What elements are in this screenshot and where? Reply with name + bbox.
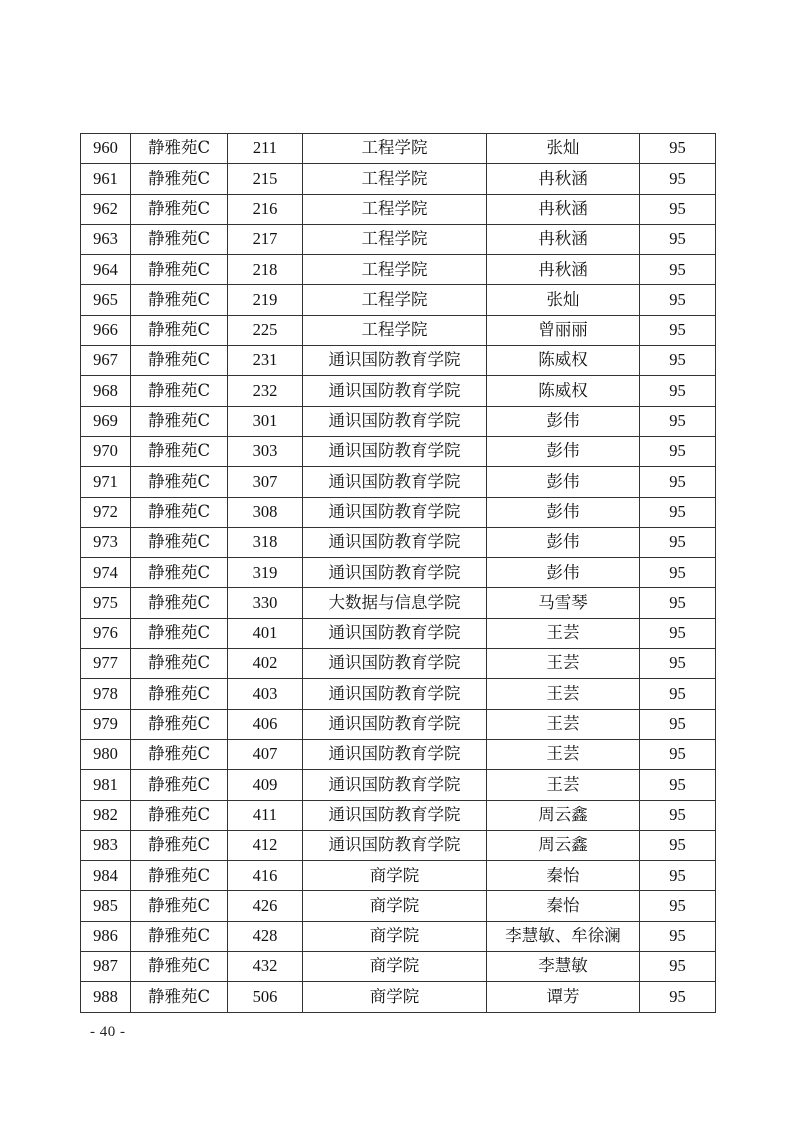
counselor-cell: 彭伟 [487, 527, 640, 557]
counselor-cell: 王芸 [487, 770, 640, 800]
row-number-cell: 987 [81, 952, 131, 982]
page-number: - 40 - [90, 1024, 126, 1040]
score-cell: 95 [640, 891, 716, 921]
building-cell: 静雅苑C [131, 164, 228, 194]
counselor-cell: 陈威权 [487, 346, 640, 376]
row-number-cell: 983 [81, 830, 131, 860]
counselor-cell: 张灿 [487, 134, 640, 164]
score-cell: 95 [640, 952, 716, 982]
room-number-cell: 409 [228, 770, 303, 800]
college-cell: 商学院 [303, 861, 487, 891]
room-number-cell: 216 [228, 194, 303, 224]
building-cell: 静雅苑C [131, 315, 228, 345]
score-cell: 95 [640, 588, 716, 618]
room-number-cell: 428 [228, 921, 303, 951]
counselor-cell: 王芸 [487, 649, 640, 679]
counselor-cell: 马雪琴 [487, 588, 640, 618]
score-cell: 95 [640, 467, 716, 497]
college-cell: 通识国防教育学院 [303, 497, 487, 527]
table-row [81, 921, 716, 951]
building-cell: 静雅苑C [131, 497, 228, 527]
counselor-cell: 周云鑫 [487, 830, 640, 860]
room-number-cell: 211 [228, 134, 303, 164]
table-row [81, 376, 716, 406]
score-cell: 95 [640, 709, 716, 739]
score-cell: 95 [640, 861, 716, 891]
college-cell: 工程学院 [303, 224, 487, 254]
table-row [81, 194, 716, 224]
score-cell: 95 [640, 679, 716, 709]
room-number-cell: 416 [228, 861, 303, 891]
building-cell: 静雅苑C [131, 709, 228, 739]
counselor-cell: 李慧敏 [487, 952, 640, 982]
counselor-cell: 李慧敏、牟徐澜 [487, 921, 640, 951]
score-cell: 95 [640, 436, 716, 466]
room-number-cell: 330 [228, 588, 303, 618]
dormitory-score-table [80, 133, 716, 1013]
table-row [81, 315, 716, 345]
score-cell: 95 [640, 224, 716, 254]
college-cell: 商学院 [303, 921, 487, 951]
college-cell: 工程学院 [303, 194, 487, 224]
table-row [81, 770, 716, 800]
college-cell: 通识国防教育学院 [303, 406, 487, 436]
table-row [81, 527, 716, 557]
college-cell: 通识国防教育学院 [303, 830, 487, 860]
counselor-cell: 王芸 [487, 618, 640, 648]
table-row [81, 588, 716, 618]
room-number-cell: 307 [228, 467, 303, 497]
table-row [81, 255, 716, 285]
building-cell: 静雅苑C [131, 194, 228, 224]
room-number-cell: 225 [228, 315, 303, 345]
table-row [81, 618, 716, 648]
room-number-cell: 232 [228, 376, 303, 406]
table-row [81, 709, 716, 739]
counselor-cell: 周云鑫 [487, 800, 640, 830]
score-cell: 95 [640, 739, 716, 769]
counselor-cell: 曾丽丽 [487, 315, 640, 345]
score-cell: 95 [640, 315, 716, 345]
table-row [81, 436, 716, 466]
college-cell: 商学院 [303, 952, 487, 982]
room-number-cell: 412 [228, 830, 303, 860]
building-cell: 静雅苑C [131, 467, 228, 497]
college-cell: 通识国防教育学院 [303, 376, 487, 406]
score-cell: 95 [640, 800, 716, 830]
room-number-cell: 426 [228, 891, 303, 921]
counselor-cell: 陈威权 [487, 376, 640, 406]
room-number-cell: 319 [228, 558, 303, 588]
score-cell: 95 [640, 406, 716, 436]
table-row [81, 679, 716, 709]
counselor-cell: 彭伟 [487, 467, 640, 497]
counselor-cell: 彭伟 [487, 406, 640, 436]
table-row [81, 164, 716, 194]
room-number-cell: 215 [228, 164, 303, 194]
building-cell: 静雅苑C [131, 618, 228, 648]
building-cell: 静雅苑C [131, 406, 228, 436]
score-cell: 95 [640, 134, 716, 164]
college-cell: 通识国防教育学院 [303, 467, 487, 497]
row-number-cell: 980 [81, 739, 131, 769]
college-cell: 通识国防教育学院 [303, 618, 487, 648]
row-number-cell: 961 [81, 164, 131, 194]
room-number-cell: 231 [228, 346, 303, 376]
building-cell: 静雅苑C [131, 770, 228, 800]
room-number-cell: 219 [228, 285, 303, 315]
row-number-cell: 964 [81, 255, 131, 285]
building-cell: 静雅苑C [131, 134, 228, 164]
college-cell: 工程学院 [303, 285, 487, 315]
college-cell: 通识国防教育学院 [303, 558, 487, 588]
score-cell: 95 [640, 921, 716, 951]
counselor-cell: 王芸 [487, 739, 640, 769]
building-cell: 静雅苑C [131, 285, 228, 315]
counselor-cell: 冉秋涵 [487, 224, 640, 254]
college-cell: 工程学院 [303, 315, 487, 345]
row-number-cell: 988 [81, 982, 131, 1012]
counselor-cell: 王芸 [487, 679, 640, 709]
score-cell: 95 [640, 255, 716, 285]
score-cell: 95 [640, 497, 716, 527]
table-row [81, 830, 716, 860]
row-number-cell: 975 [81, 588, 131, 618]
table-row [81, 406, 716, 436]
building-cell: 静雅苑C [131, 800, 228, 830]
row-number-cell: 977 [81, 649, 131, 679]
counselor-cell: 谭芳 [487, 982, 640, 1012]
building-cell: 静雅苑C [131, 921, 228, 951]
row-number-cell: 960 [81, 134, 131, 164]
table-row [81, 982, 716, 1012]
row-number-cell: 973 [81, 527, 131, 557]
building-cell: 静雅苑C [131, 861, 228, 891]
college-cell: 工程学院 [303, 255, 487, 285]
college-cell: 通识国防教育学院 [303, 709, 487, 739]
row-number-cell: 972 [81, 497, 131, 527]
counselor-cell: 冉秋涵 [487, 255, 640, 285]
score-cell: 95 [640, 376, 716, 406]
row-number-cell: 971 [81, 467, 131, 497]
room-number-cell: 217 [228, 224, 303, 254]
row-number-cell: 978 [81, 679, 131, 709]
counselor-cell: 王芸 [487, 709, 640, 739]
building-cell: 静雅苑C [131, 830, 228, 860]
room-number-cell: 411 [228, 800, 303, 830]
building-cell: 静雅苑C [131, 558, 228, 588]
table-row [81, 134, 716, 164]
room-number-cell: 432 [228, 952, 303, 982]
building-cell: 静雅苑C [131, 739, 228, 769]
counselor-cell: 张灿 [487, 285, 640, 315]
score-cell: 95 [640, 346, 716, 376]
score-cell: 95 [640, 830, 716, 860]
room-number-cell: 303 [228, 436, 303, 466]
building-cell: 静雅苑C [131, 376, 228, 406]
row-number-cell: 966 [81, 315, 131, 345]
table-row [81, 346, 716, 376]
college-cell: 通识国防教育学院 [303, 679, 487, 709]
row-number-cell: 970 [81, 436, 131, 466]
counselor-cell: 秦怡 [487, 861, 640, 891]
score-cell: 95 [640, 618, 716, 648]
college-cell: 商学院 [303, 982, 487, 1012]
building-cell: 静雅苑C [131, 891, 228, 921]
table-row [81, 800, 716, 830]
college-cell: 通识国防教育学院 [303, 436, 487, 466]
table-row [81, 285, 716, 315]
row-number-cell: 974 [81, 558, 131, 588]
building-cell: 静雅苑C [131, 588, 228, 618]
room-number-cell: 218 [228, 255, 303, 285]
counselor-cell: 彭伟 [487, 497, 640, 527]
table-row [81, 497, 716, 527]
college-cell: 通识国防教育学院 [303, 800, 487, 830]
building-cell: 静雅苑C [131, 436, 228, 466]
row-number-cell: 982 [81, 800, 131, 830]
college-cell: 工程学院 [303, 134, 487, 164]
table-row [81, 224, 716, 254]
score-cell: 95 [640, 285, 716, 315]
row-number-cell: 963 [81, 224, 131, 254]
counselor-cell: 彭伟 [487, 558, 640, 588]
row-number-cell: 967 [81, 346, 131, 376]
score-cell: 95 [640, 194, 716, 224]
room-number-cell: 406 [228, 709, 303, 739]
building-cell: 静雅苑C [131, 346, 228, 376]
building-cell: 静雅苑C [131, 649, 228, 679]
table-row [81, 467, 716, 497]
building-cell: 静雅苑C [131, 224, 228, 254]
college-cell: 工程学院 [303, 164, 487, 194]
dormitory-score-table-container [80, 133, 716, 1013]
college-cell: 大数据与信息学院 [303, 588, 487, 618]
table-row [81, 558, 716, 588]
building-cell: 静雅苑C [131, 952, 228, 982]
room-number-cell: 403 [228, 679, 303, 709]
score-cell: 95 [640, 770, 716, 800]
table-row [81, 649, 716, 679]
counselor-cell: 彭伟 [487, 436, 640, 466]
score-cell: 95 [640, 558, 716, 588]
row-number-cell: 979 [81, 709, 131, 739]
room-number-cell: 301 [228, 406, 303, 436]
row-number-cell: 965 [81, 285, 131, 315]
row-number-cell: 985 [81, 891, 131, 921]
college-cell: 通识国防教育学院 [303, 770, 487, 800]
room-number-cell: 506 [228, 982, 303, 1012]
row-number-cell: 976 [81, 618, 131, 648]
table-row [81, 952, 716, 982]
row-number-cell: 981 [81, 770, 131, 800]
score-cell: 95 [640, 649, 716, 679]
building-cell: 静雅苑C [131, 982, 228, 1012]
row-number-cell: 986 [81, 921, 131, 951]
college-cell: 商学院 [303, 891, 487, 921]
college-cell: 通识国防教育学院 [303, 739, 487, 769]
counselor-cell: 冉秋涵 [487, 194, 640, 224]
row-number-cell: 984 [81, 861, 131, 891]
college-cell: 通识国防教育学院 [303, 346, 487, 376]
room-number-cell: 402 [228, 649, 303, 679]
counselor-cell: 冉秋涵 [487, 164, 640, 194]
college-cell: 通识国防教育学院 [303, 649, 487, 679]
college-cell: 通识国防教育学院 [303, 527, 487, 557]
building-cell: 静雅苑C [131, 527, 228, 557]
room-number-cell: 308 [228, 497, 303, 527]
score-cell: 95 [640, 164, 716, 194]
row-number-cell: 962 [81, 194, 131, 224]
counselor-cell: 秦怡 [487, 891, 640, 921]
room-number-cell: 318 [228, 527, 303, 557]
room-number-cell: 407 [228, 739, 303, 769]
table-row [81, 739, 716, 769]
building-cell: 静雅苑C [131, 679, 228, 709]
score-cell: 95 [640, 527, 716, 557]
row-number-cell: 968 [81, 376, 131, 406]
table-body [81, 134, 716, 1013]
table-row [81, 861, 716, 891]
building-cell: 静雅苑C [131, 255, 228, 285]
room-number-cell: 401 [228, 618, 303, 648]
row-number-cell: 969 [81, 406, 131, 436]
score-cell: 95 [640, 982, 716, 1012]
table-row [81, 891, 716, 921]
